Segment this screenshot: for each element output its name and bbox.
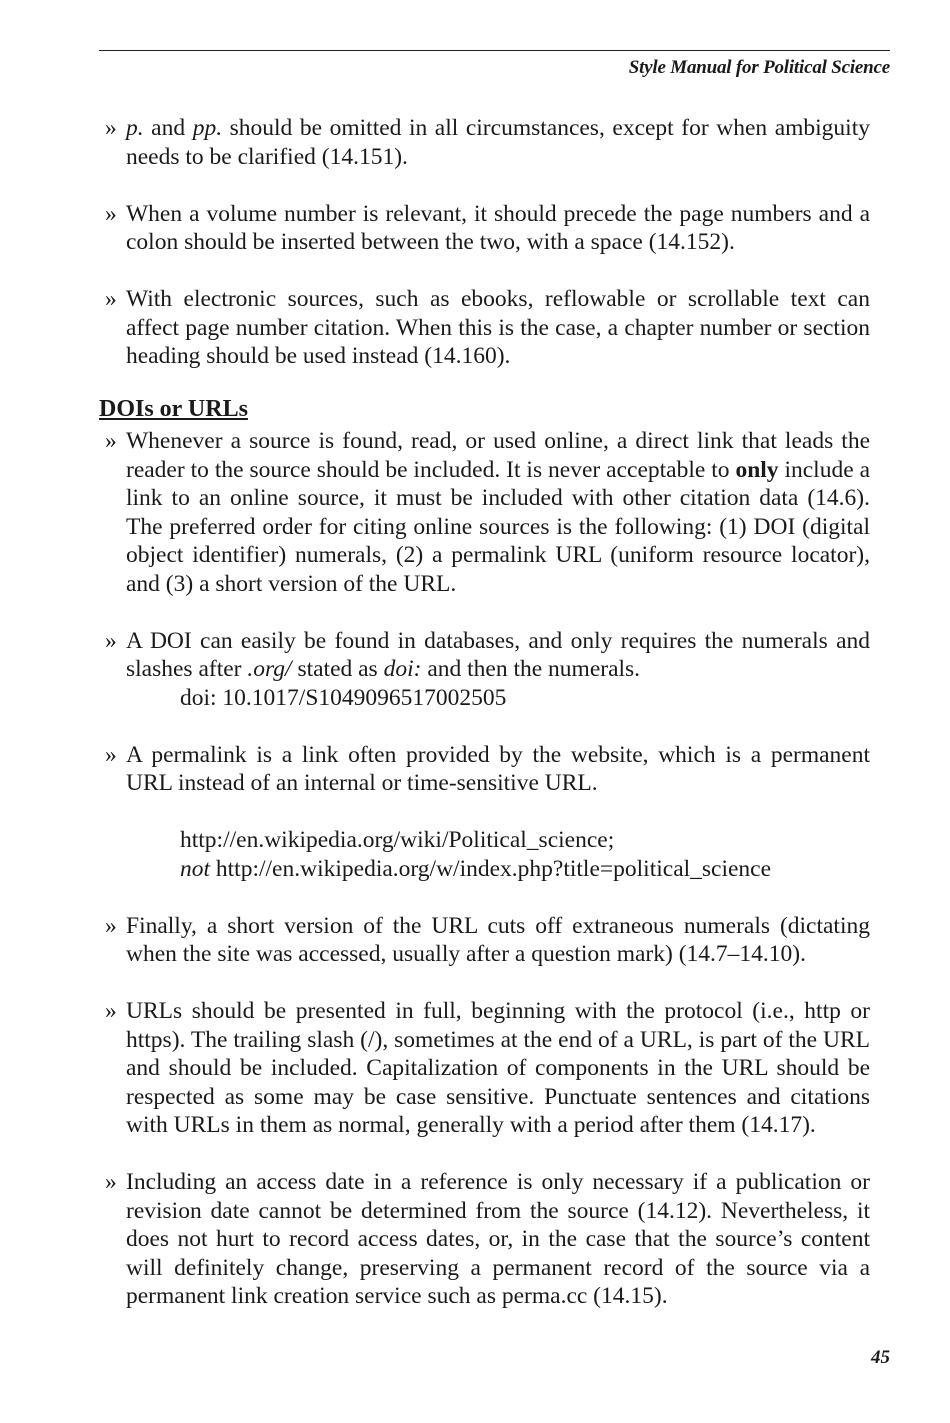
bullet-marker bbox=[105, 427, 117, 456]
page-body bbox=[99, 114, 870, 1339]
list-item: » p. and pp. should be omitted in all circumstances, except for when ambiguity needs to be clarified (14.151). bbox=[99, 114, 870, 171]
section-heading: DOIs or URLs bbox=[99, 395, 248, 422]
list-item: » Finally, a short version of the URL cuts off extraneous numerals (dictating when the site was accessed, usually after a question mark) (14.7–14.10). bbox=[99, 912, 870, 969]
bullet-marker bbox=[105, 285, 117, 314]
header-rule bbox=[99, 50, 890, 51]
bullet-marker bbox=[105, 912, 117, 941]
list-item: » URLs should be presented in full, beginning with the protocol (i.e., http or https). The trailing slash (/), sometimes at the end of a URL, is part of the URL and should be included. Capitalization of components in the URL should be respected as some may be case sensitive. Punctuate sentences and citations with URLs in them as normal, generally with a period after them (14.17). bbox=[99, 997, 870, 1140]
bullet-marker bbox=[105, 997, 117, 1026]
bullet-marker bbox=[105, 114, 117, 143]
bullet-marker bbox=[105, 1168, 117, 1197]
non-permalink-example: not http://en.wikipedia.org/w/index.php?title=political_science bbox=[180, 855, 772, 882]
running-head: Style Manual for Political Science bbox=[628, 57, 890, 78]
bullet-marker bbox=[105, 741, 117, 770]
list-item: » Whenever a source is found, read, or used online, a direct link that leads the reader to the source should be included. It is never acceptable to only include a link to an online source, it must be included with other citation data (14.6). The preferred order for citing online sources is the following: (1) DOI (digital object identifier) numerals, (2) a permalink URL (uniform resource locator), and (3) a short version of the URL. bbox=[99, 427, 870, 598]
list-item: » A DOI can easily be found in databases, and only requires the numerals and slashes after .org/ stated as doi: and then the numerals. doi: 10.1017/S1049096517002505 bbox=[99, 627, 870, 713]
bullet-marker bbox=[105, 200, 117, 229]
list-item: » With electronic sources, such as ebooks, reflowable or scrollable text can affect page number citation. When this is the case, a chapter number or section heading should be used instead (14.160). bbox=[99, 285, 870, 371]
list-item: » When a volume number is relevant, it should precede the page numbers and a colon should be inserted between the two, with a space (14.152). bbox=[99, 200, 870, 257]
permalink-example: http://en.wikipedia.org/wiki/Political_science; bbox=[180, 827, 615, 853]
list-item: » A permalink is a link often provided by the website, which is a permanent URL instead of an internal or time-sensitive URL. http://en.wikipedia.org/wiki/Political_science; not http://en.wikipedia.org/w/index.php?title=political_science bbox=[99, 741, 870, 884]
doi-example: doi: 10.1017/S1049096517002505 bbox=[180, 684, 507, 711]
list-item: » Including an access date in a reference is only necessary if a publication or revision date cannot be determined from the source (14.12). Nevertheless, it does not hurt to record access dates, or, in the case that the source’s content will definitely change, preserving a permanent record of the source via a permanent link creation service such as perma.cc (14.15). bbox=[99, 1168, 870, 1311]
page-number: 45 bbox=[871, 1347, 890, 1368]
bullet-marker bbox=[105, 627, 117, 656]
